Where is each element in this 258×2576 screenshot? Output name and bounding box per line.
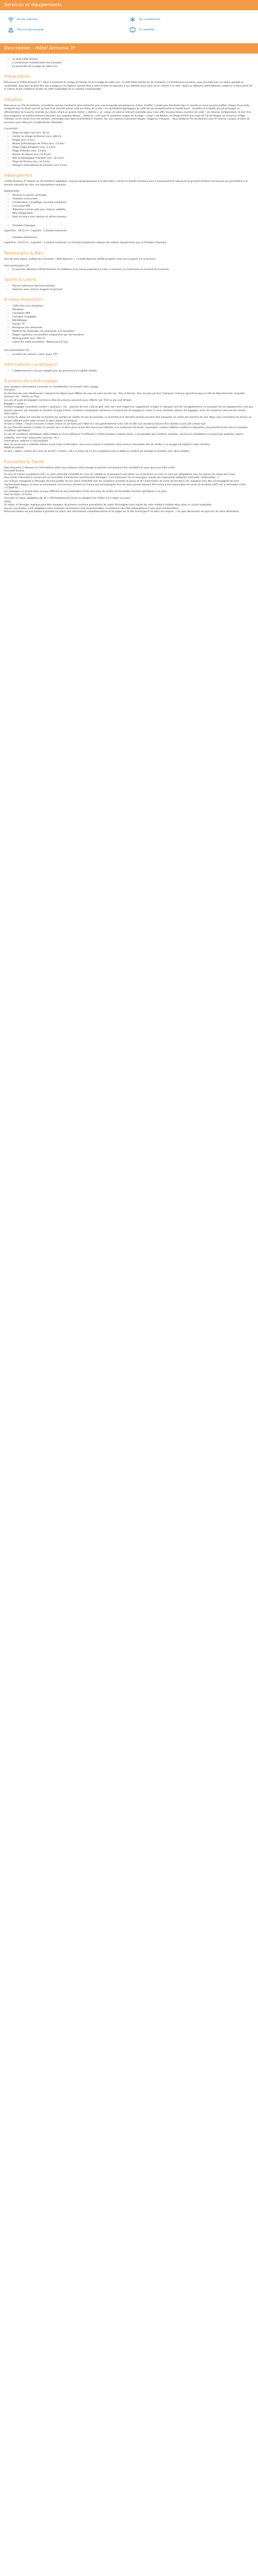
list-item: • Piscine extérieure (période estivale) [12,284,254,288]
list-item: • Parking public (env. 200 m) [12,337,254,341]
restaurants-text: Lors de votre séjour, profitez de la formule « Petit-déjeuner ». Le petit-déjeuner buffet européen vous sera proposé sur la terrasse. [4,258,156,261]
list-item: • Salle de bains avec douche et sèche-cheveux [12,215,254,219]
list-item: • Télévision à écran plat avec chaînes satellite [12,208,254,212]
sports-list [0,284,258,292]
disposition-title: A votre disposition [4,297,43,302]
tv-icon [129,26,136,33]
equipments-title: Équipements : [4,190,21,193]
feature-tv [129,25,251,35]
list-item: • Coffre-fort (à la réception) [12,304,254,308]
info-list [0,369,258,373]
room-classique [0,224,258,228]
pool-icon [7,26,14,33]
restaurants-list [0,268,258,272]
list-item: • En journée, boissons rafraîchissantes et collations vous seront proposées au bar, à savourer sur la terrasse ou au bord de la piscine. [12,268,254,272]
feature-label: Air conditionné [139,18,160,21]
list-item: • Plage de sable noir (env. 50 m) [12,131,254,135]
hebergement-text: L'Hôtel Armonia 3* dispose de 30 chambres agréables, conçues graphiquement à la décoration colorée en parfait harmonie avec l'environnement naturel et de grandes fenêtres lumineuses qui permettent à la lumière naturelle de créer une atmosphère relaxante. [4,180,248,187]
services-heading: Services et équipements [0,0,258,10]
disposition-list [0,304,258,344]
feature-aircon [129,14,251,25]
list-item: • La proximité de la plage de sable noir [12,65,254,69]
list-item: • Plage de Perissa (env. 12,5 km) [12,160,254,164]
feature-internet [7,14,129,25]
proximity-list [0,131,258,167]
feature-label: Tv satellite [139,28,155,31]
wifi-icon [7,16,14,23]
list-item: • Terrasse ou balcon aménagé [12,194,254,197]
list-item: • Rocher de Skaros (env. 11,8 km) [12,153,254,157]
room-superieure [0,236,258,240]
presentation-text: Bienvenue à l'Hôtel Armonia 3* ! Situé à proximité du village de Kamari et de la plage de sable noir, ce petit hôtel familial de 30 chambres, à l'architecture insulaire, vous accueille pour un séjour paisible et confortable. Soucieux du bien-être des voyageurs, les Égéens sauront être à votre écoute et répondre à vos attentes pour vous servir comme il se doit ! Après un délicieux petit-déjeuner, partez à la découverte de la culture et des traditions locales de cette magnifique île au charme incomparable. [4,81,252,91]
list-item: • Réception [12,308,254,312]
proximity-title: À proximité : [4,128,19,131]
room-text: Superficie : 20-22 m² - Capacité : 2 adultes maximum. La Chambre Supérieure dispose des mêmes équipements que la Chambre Classique [4,242,167,245]
list-item: • Musée préhistorique de Théra (env. 7,6 km) [12,142,254,146]
equipments-list [0,194,258,219]
list-item: • Centre du village de Kamari (env. 200 m) [12,135,254,139]
list-item: • Plage d'Akrotiri (env. 13 km) [12,149,254,153]
list-item: • Bibliothèque [12,319,254,323]
room-name: • Chambre Supérieure [12,236,254,240]
list-item: • Site archéologique d'Akrotiri (env. 13,3 km) [12,157,254,160]
feature-label: Accès internet [17,18,38,21]
list-item: • Boutiques (sur demande) [12,326,254,330]
room-text: Superficie : 18-22 m² - Capacité : 2 adultes maximum. [4,229,68,232]
list-item: • Climatisation / chauffage (contrôle individuel) [12,201,254,205]
list-item: • Consigne à bagages [12,315,254,319]
list-item: • Mini-réfrigérateur [12,212,254,215]
list-item: • Plage d'Agia Paraskevi (env. 3,3 km) [12,146,254,149]
feature-grid [0,14,258,38]
list-item: • Location de voitures, moto, quad, VTT [12,353,254,357]
highlights-list [0,58,258,69]
page [0,0,258,524]
feature-pool [7,25,129,35]
restaurants-with-title: Avec participation (€) : [4,264,31,267]
hebergement-title: Hébergement [4,173,33,178]
list-item: • Étages supérieurs accessibles uniquement par des escaliers [12,333,254,337]
feature-label: Piscine découverte [17,28,44,31]
list-item: • Chambre insonorisée [12,197,254,201]
disposition-paid-list [0,353,258,357]
list-item: • La petit hôtel familial [12,58,254,61]
presentation-title: Présentation [4,74,30,79]
description-heading: Description - Hôtel Armonia 3* [0,43,258,54]
list-item: • Cartes de crédit acceptées : Mastercard & Visa [12,341,254,344]
apropos-text: Voici quelques informations à prendre en considération concernant votre voyage. Transport En fonction des vols sélectionnés, l'aéroport de départ peut différer de celui de votre arrivée (ex : Orly et Roissy). Pour les vols par bus, l'aéroport n'est pas garanti lorsque la ville de départ/arrivée comporte plusieurs (ex. : Roissy ou Orly). Les prix et poids de bagages (certaines villes de province peuvent aussi réflechir par TGV ou par voie fériale). Bagages « soute » Certains bagages considérés comme « spéciaux » (ex. : planche de surf, club de golf, vélo, etc.) font l'objet d'un supplément à régler à l'aéroport lors de l'enregistrement. Le transport de ces équipements n'est pas toujours garanti, par exemple en fonction du type d'avion. Certaines compagnies aériennes n'incluent pas de bagage en soute. Si vous souhaitez ajouter des bagages, merci de contacter notre service clients. Votre séjour La durée du séjour est calculée en fonction du nombre de nuitées et non de journées. La première et la dernière journée peuvent être tronquées en raison des horaires de vols. Nous vous conseillons de prévoir un temps suffisant entre votre arrivée et votre départ à l'aéroport. Arrivée à l'hôtel : l'heure d'arrivée à l'hôtel (check-in) est fixée par l'hôtel et a lieu généralement entre 14h et 16h. Les chambres doivent être libérées avant 12h (check-out). En cas d'arrivée tardive à l'hôtel, le premier jour, le dîner peut ne pas être fourni par l'hôtelier si le restaurant est fermé. Cependant, certains hôteliers mettent à disposition une assiette froide dans la chambre. Conditions spécifiques En cas de conditions climatiques défavorables ou d'une affluence insuffisante à l'hôtel pendant la basse saison, il est possible que certaines activités, services et installations ne soient pas proposés (sports collectifs, mini-club, restaurants, piscines, etc.). Informations relatives à l'accessibilité Pour les personnes à mobilité réduite, avant toute confirmation, nous vous invitons à contacter notre service réservation afin de vérifier si le voyage est adapté à votre situation. Bébés et enfants Le tarif « bébé » (moins de 2 ans) ou le tarif « enfant » (de 2 à moins de 12 ans) s'applique pour le bébé ou l'enfant qui partage la chambre avec deux adultes. [4,385,253,453]
sports-title: Sports & Loisirs [4,277,37,282]
formalites-title: Formalités & Santé [4,459,44,464]
list-item: • Espace TV [12,323,254,326]
list-item: • Matériel de repassage (sur demande, à la réception) [12,330,254,333]
list-item: • L'architecture traditionnelle des Cyclades [12,61,254,65]
room-name: • Chambre Classique [12,224,254,228]
situation-title: Situation [4,97,23,102]
restaurants-title: Restaurants & Bars [4,250,44,256]
situation-text: Bienvenue sur l'île de Santorin, considérée comme l'endroit le plus recherché pour une escapade romantique en Grèce. Enoffet, il existe peu d'endroits dans le monde où vous pourrez profiter chaque d'une telle escapade tout en étant perché au bord d'un énorme volcan actif au milieu de la mer ! La constitution géologique de cette île est exceptionnelle et mystérieuse : modelée et sculptée qui est provoqué un effondrement de la partie centrale du volcan créant un grand cratère « caldera ». Ici, volcan et soleil se mariant ensemble pour vous offrir les plus beaux couchers de soleil ! Les falaises vertigineuses, la mer d'un bleu turquoise, les petites maisons blanches aux coupoles bleues... Santorin, c'est aussi le spectacle unique de la plage « rouge » de Kokkini, le village brillant plus haut de l'île de Pyrgos, ou encore le village d'Akrotiri et les ruines d'un fort vénitien, immergez-vous dans la préhistoire, musées, vin, ses maisons à plusieurs étages, magasins, fresques... Vous quitterez l'île de Santorin sous le charme, conquis et plein de souvenirs pour découvrir la légende de l'Atlantide ! [4,104,251,124]
info-title: Information(s) pratique(s) [4,362,58,367]
list-item: • Aéroport international de Santorin (env. 6 km) [12,164,254,167]
apropos-title: A propos de votre voyage [4,378,57,383]
list-item: • Connexion Wifi [12,205,254,208]
formalites-text: Vous trouverez ci-dessous les informations utiles pour préparer votre voyage et prendre connaissance des actualités du pays que vous allez visiter. Formalité diverse Au sein de l'Union européenne (UE), la carte nationale d'identité en cours de validité ou le passeport sont admis sur le territoire, ou nous ne sont pas obligatoires pour les séjours de moins de 6 mois. Pour toutes informations concernant les formalités d'entrée des ressortissants étrangers, il est nécessaire de se renseigner auprès des organismes adéquats (consulats, ambassades...). Les mineurs voyageant à l'étranger doivent justifier de leur pièce d'identité (voir les conditions d'entrée du pays) et de l'autorisation de sortie du territoire s'ils voyagent sans être accompagnés de leurs représentants légaux ou avec un seul parent. Les mineurs résidant en France non accompagnés d'un de leurs parents doivent être munis d'une autorisation de sortie de territoire (AST) sur le formulaire Cerfa n°15646*01. Les passagers en transit dans un pays différent de leur destination finale sont priés de vérifier les formalités d'entrée spécifiques à ce pays. Taxe de séjour en Grèce Une taxe de séjour obligatoire de 2€ à 15€/chambre/nuit (selon la catégorie de l'hôtel) est à régler sur place. Santé Un séjour à l'étranger implique peut-être voyageur de prendre certaines précautions de santé. Renseignez-vous auprès de votre médecin traitant et/ou dans un centre hospitalier. Aucune vaccination n'est obligatoire mais certaines vaccinations sont recommandées. Consultez le site http://www.pasteur.fr pour plus d'informations. Retrouvez toutes les précautions à prendre sur place, des informations complémentaires et de pages sur le site (travel.gov.fr ou dans son espace...) les plus découverts du pays lors de votre destination. [4,466,246,514]
list-item: • Connexion Wifi [12,312,254,315]
snowflake-icon [129,16,136,23]
list-item: • Pyrgos (env. 5 km) [12,139,254,142]
list-item: • Solarium avec chaises longues et parasols [12,288,254,292]
list-item: • L'établissement n'est pas adapté pour les personnes à mobilité réduite. [12,369,254,373]
disposition-with-title: Avec participation (€) : [4,349,31,352]
